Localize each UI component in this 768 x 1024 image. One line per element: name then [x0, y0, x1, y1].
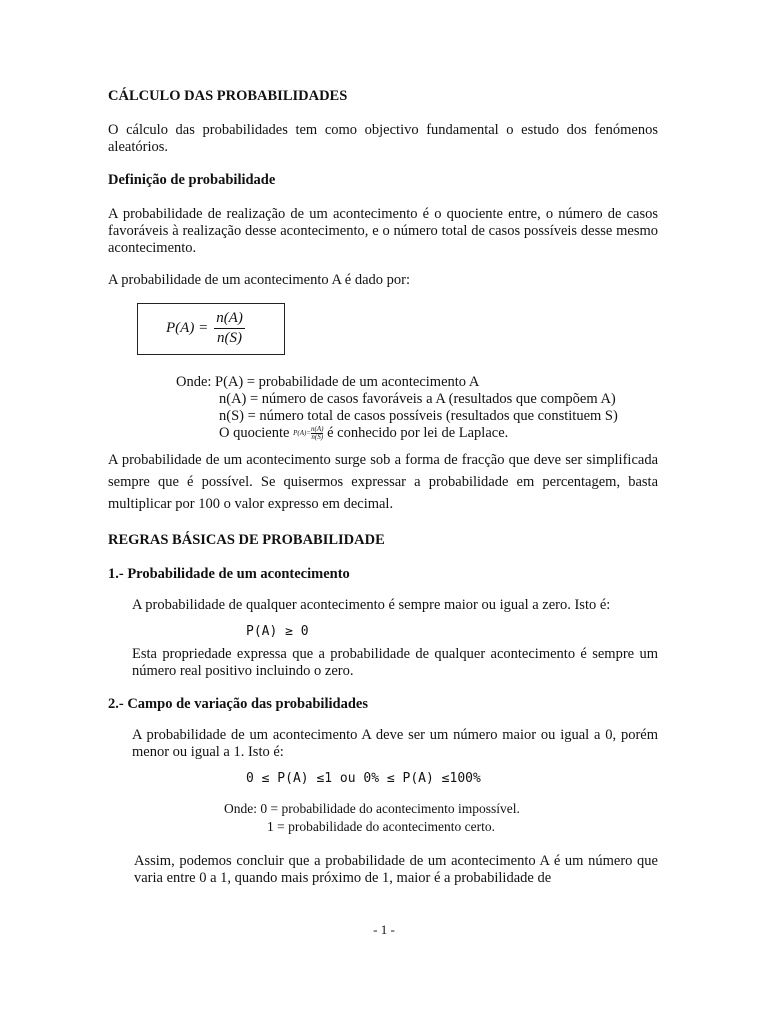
rule1-formula: P(A) ≥ 0	[246, 624, 309, 639]
page-number: - 1 -	[373, 922, 395, 937]
fraction-bar	[214, 328, 245, 329]
fraction-paragraph: A probabilidade de um acontecimento surge sob a forma de fracção que deve ser simplificada sempre que é possível. Se quisermos expressar a probabilidade em percentagem, basta multiplicar por 100 o valor expresso em decimal.	[108, 452, 658, 512]
laplace-law-text: é conhecido por lei de Laplace.	[327, 425, 509, 441]
where-line-3: n(S) = número total de casos possíveis (resultados que constituem S)	[219, 408, 618, 424]
definition-paragraph: A probabilidade de realização de um acontecimento é o quociente entre, o número de casos favoráveis à realização desse acontecimento, e o número total de casos possíveis desse mesmo acontecimento.	[108, 206, 658, 256]
laplace-formula	[166, 310, 245, 347]
document-title: CÁLCULO DAS PROBABILIDADES	[108, 88, 348, 104]
formula-numerator: n(A)	[216, 310, 243, 326]
where-line-1: Onde: P(A) = probabilidade de um acontecimento A	[176, 374, 480, 390]
rule1-text: A probabilidade de qualquer acontecimento é sempre maior ou igual a zero. Isto é:	[132, 597, 611, 613]
inline-formula-numerator: n(A)	[311, 425, 324, 434]
inline-formula-denominator: n(S)	[311, 433, 324, 442]
inline-formula-lhs: P(A)=	[293, 429, 312, 438]
rule2-where-line-2: 1 = probabilidade do acontecimento certo.	[267, 819, 496, 834]
rule2-heading: 2.- Campo de variação das probabilidades	[108, 696, 368, 712]
formula-lhs: P(A) =	[166, 320, 209, 336]
where-line-2: n(A) = número de casos favoráveis a A (resultados que compõem A)	[219, 391, 616, 407]
definition-heading: Definição de probabilidade	[108, 172, 276, 188]
quotient-label: O quociente	[219, 425, 290, 441]
rules-heading: REGRAS BÁSICAS DE PROBABILIDADE	[108, 532, 385, 548]
rule2-formula: 0 ≤ P(A) ≤1 ou 0% ≤ P(A) ≤100%	[246, 771, 481, 786]
rule2-where-line-1: Onde: 0 = probabilidade do acontecimento impossível.	[224, 801, 520, 816]
formula-fraction	[214, 310, 245, 347]
rule1-heading: 1.- Probabilidade de um acontecimento	[108, 566, 350, 582]
laplace-formula-box	[137, 303, 285, 355]
inline-formula-fraction	[311, 426, 323, 441]
rule2-conclusion: Assim, podemos concluir que a probabilidade de um acontecimento A é um número que varia entre 0 a 1, quando mais próximo de 1, maior é a probabilidade de	[134, 853, 658, 886]
rule2-text: A probabilidade de um acontecimento A deve ser um número maior ou igual a 0, porém menor ou igual a 1. Isto é:	[132, 727, 658, 760]
formula-intro: A probabilidade de um acontecimento A é dado por:	[108, 272, 411, 288]
intro-paragraph: O cálculo das probabilidades tem como objectivo fundamental o estudo dos fenómenos aleatórios.	[108, 122, 658, 155]
rule1-explanation: Esta propriedade expressa que a probabilidade de qualquer acontecimento é sempre um número real positivo incluindo o zero.	[132, 646, 658, 679]
where-line-4	[219, 425, 508, 442]
formula-denominator: n(S)	[217, 330, 243, 346]
